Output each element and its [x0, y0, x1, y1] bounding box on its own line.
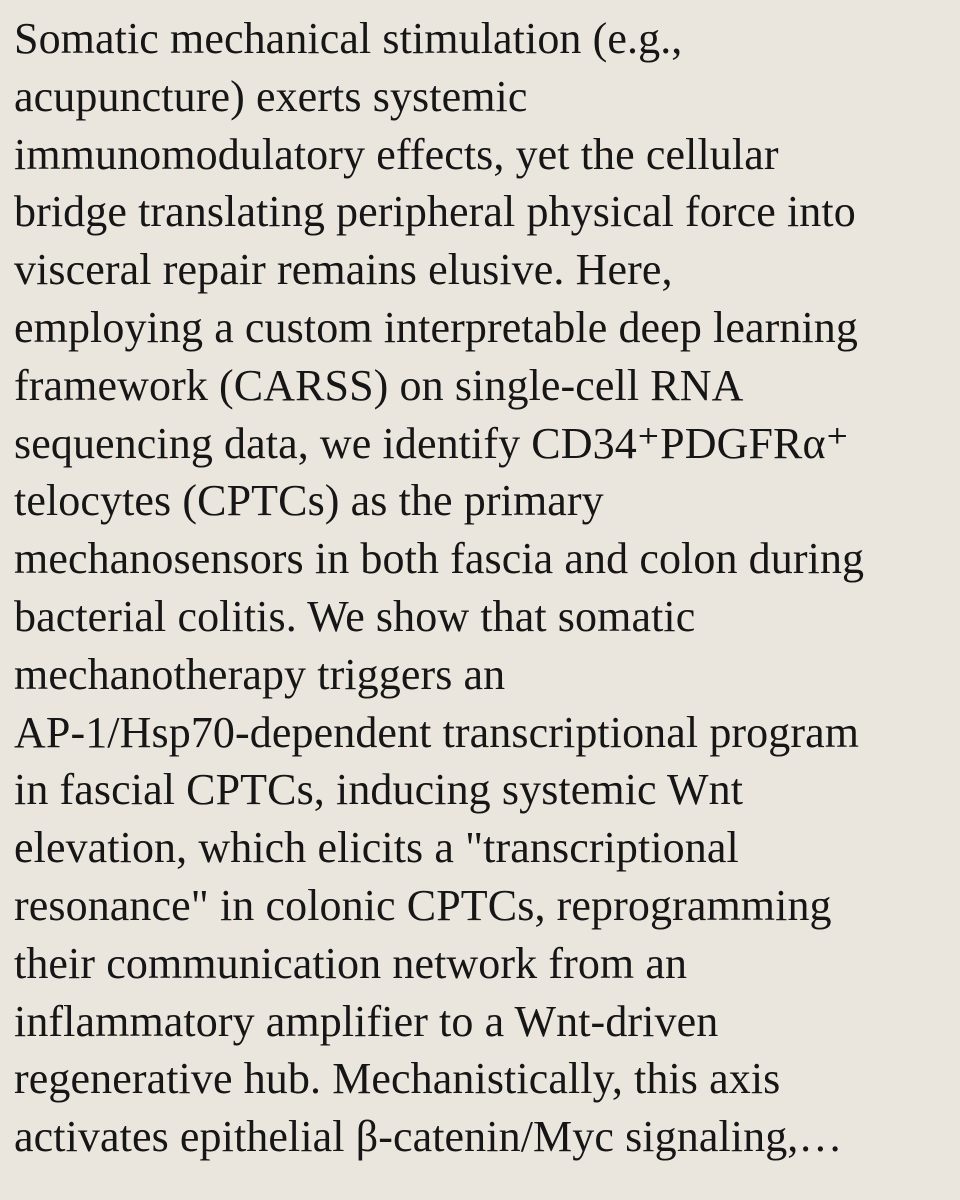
abstract-line: elevation, which elicits a "transcriptional [14, 823, 739, 873]
abstract-line: inflammatory amplifier to a Wnt-driven [14, 996, 719, 1046]
abstract-line: immunomodulatory effects, yet the cellular [14, 129, 779, 179]
abstract-line: framework (CARSS) on single-cell RNA [14, 360, 744, 410]
abstract-line: sequencing data, we identify CD34⁺PDGFRα⁺ [14, 418, 849, 468]
abstract-line: visceral repair remains elusive. Here, [14, 245, 673, 295]
abstract-line: telocytes (CPTCs) as the primary [14, 476, 604, 526]
abstract-line: bacterial colitis. We show that somatic [14, 591, 696, 641]
abstract-line: resonance" in colonic CPTCs, reprogramming [14, 880, 832, 930]
abstract-line: acupuncture) exerts systemic [14, 71, 528, 121]
abstract-line: regenerative hub. Mechanistically, this axis [14, 1054, 781, 1104]
abstract-line: their communication network from an [14, 938, 688, 988]
abstract-text [14, 10, 946, 1166]
abstract-line: activates epithelial β-catenin/Myc signaling,… [14, 1112, 843, 1162]
abstract-line: in fascial CPTCs, inducing systemic Wnt [14, 765, 744, 815]
abstract-line: employing a custom interpretable deep learning [14, 302, 858, 352]
abstract-line: bridge translating peripheral physical force into [14, 187, 856, 237]
abstract-line: Somatic mechanical stimulation (e.g., [14, 14, 683, 63]
abstract-line: AP-1/Hsp70-dependent transcriptional program [14, 707, 860, 757]
abstract-line: mechanosensors in both fascia and colon during [14, 534, 865, 584]
abstract-line: mechanotherapy triggers an [14, 649, 506, 699]
